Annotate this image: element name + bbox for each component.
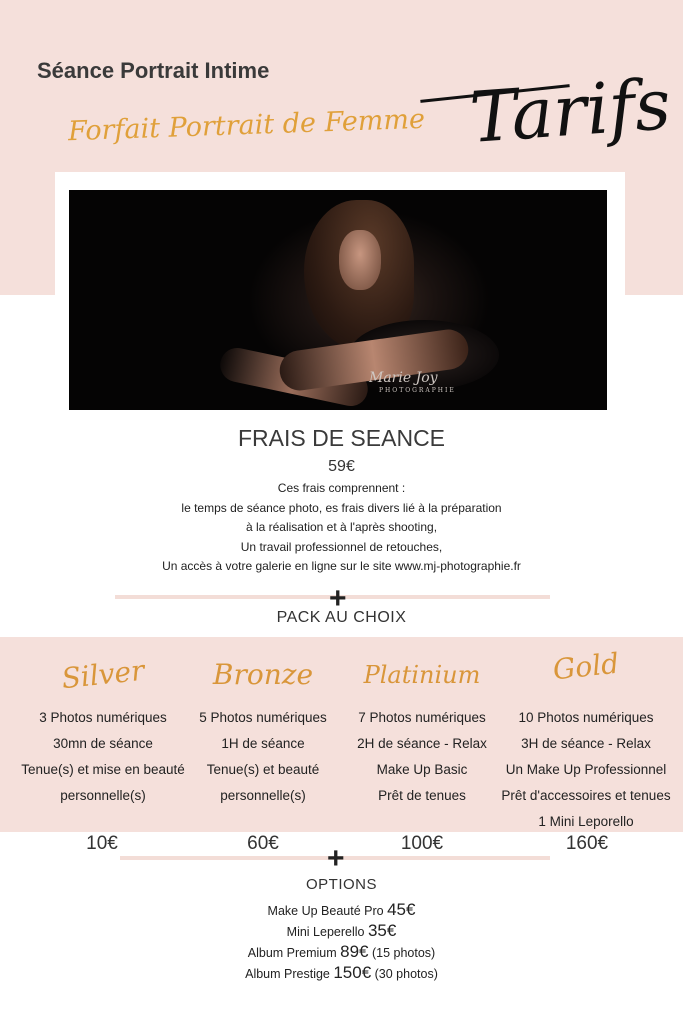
option-item [0, 900, 683, 921]
option-item [0, 942, 683, 963]
pack-item: 2H de séance - Relax [357, 736, 487, 751]
options-list [0, 900, 683, 984]
pack-item: Tenue(s) et mise en beauté [21, 762, 185, 777]
pack-price-bronze: 60€ [247, 833, 279, 854]
plus-icon: + [329, 582, 347, 615]
pack-item: Tenue(s) et beauté [206, 762, 320, 777]
frais-desc-line: Un travail professionnel de retouches, [240, 539, 443, 554]
watermark-name: Marie Joy [369, 370, 438, 386]
pack-item: 30mn de séance [53, 736, 153, 751]
pack-item: Prêt de tenues [378, 788, 466, 803]
pack-item: 7 Photos numériques [358, 710, 486, 725]
option-price: 45€ [387, 900, 416, 919]
page-subtitle: Forfait Portrait de Femme [67, 103, 426, 148]
frais-title: FRAIS DE SEANCE [237, 425, 446, 451]
watermark-sub: PHOTOGRAPHIE [379, 387, 456, 394]
pack-gold [491, 645, 681, 835]
pack-price-gold: 160€ [565, 833, 609, 854]
pack-platinium [327, 645, 517, 809]
portrait-photo [69, 190, 607, 410]
pack-item: 1 Mini Leporello [538, 814, 634, 829]
pack-item: Prêt d'accessoires et tenues [501, 788, 671, 803]
option-label: Mini Leperello [286, 925, 368, 939]
frais-desc-line: Ces frais comprennent : [277, 481, 406, 495]
pack-price-silver: 10€ [86, 833, 118, 854]
option-price: 35€ [367, 921, 397, 940]
pack-name: Silver [60, 653, 146, 696]
option-note: (15 photos) [368, 946, 436, 960]
pack-name: Platinium [363, 661, 481, 689]
pack-item: 3H de séance - Relax [521, 736, 651, 751]
option-price: 89€ [340, 942, 369, 961]
pack-item: Un Make Up Professionnel [505, 762, 667, 777]
pack-item: personnelle(s) [220, 788, 306, 803]
option-label: Album Premium [247, 946, 341, 960]
pack-item: personnelle(s) [60, 788, 146, 803]
pack-name: Bronze [212, 658, 314, 691]
pack-item: 5 Photos numériques [199, 710, 327, 725]
photo-watermark [369, 370, 456, 394]
option-price: 150€ [333, 963, 372, 982]
frais-desc-line: à la réalisation et à l'après shooting, [245, 520, 438, 534]
frais-price: 59€ [328, 458, 355, 475]
option-item [0, 963, 683, 984]
pack-item: 10 Photos numériques [518, 710, 654, 725]
pack-title: PACK AU CHOIX [276, 609, 407, 626]
photo-face [339, 230, 381, 290]
frais-description [0, 479, 683, 577]
options-title: OPTIONS [305, 876, 377, 893]
tarifs-heading: Tarifs [467, 63, 674, 159]
pack-item: Make Up Basic [376, 762, 468, 777]
pack-item: 1H de séance [221, 736, 305, 751]
pack-price-platinium: 100€ [400, 833, 444, 854]
pack-item: 3 Photos numériques [39, 710, 167, 725]
frais-desc-line: le temps de séance photo, es frais divers lié à la préparation [181, 500, 502, 515]
option-label: Album Prestige [245, 967, 334, 981]
pack-name: Gold [551, 646, 621, 687]
option-label: Make Up Beauté Pro [267, 904, 388, 918]
page-title: Séance Portrait Intime [37, 58, 270, 83]
option-note: (30 photos) [371, 967, 438, 981]
plus-icon: + [327, 842, 345, 875]
frais-desc-line: Un accès à votre galerie en ligne sur le site www.mj-photographie.fr [162, 559, 521, 573]
option-item [0, 921, 683, 942]
